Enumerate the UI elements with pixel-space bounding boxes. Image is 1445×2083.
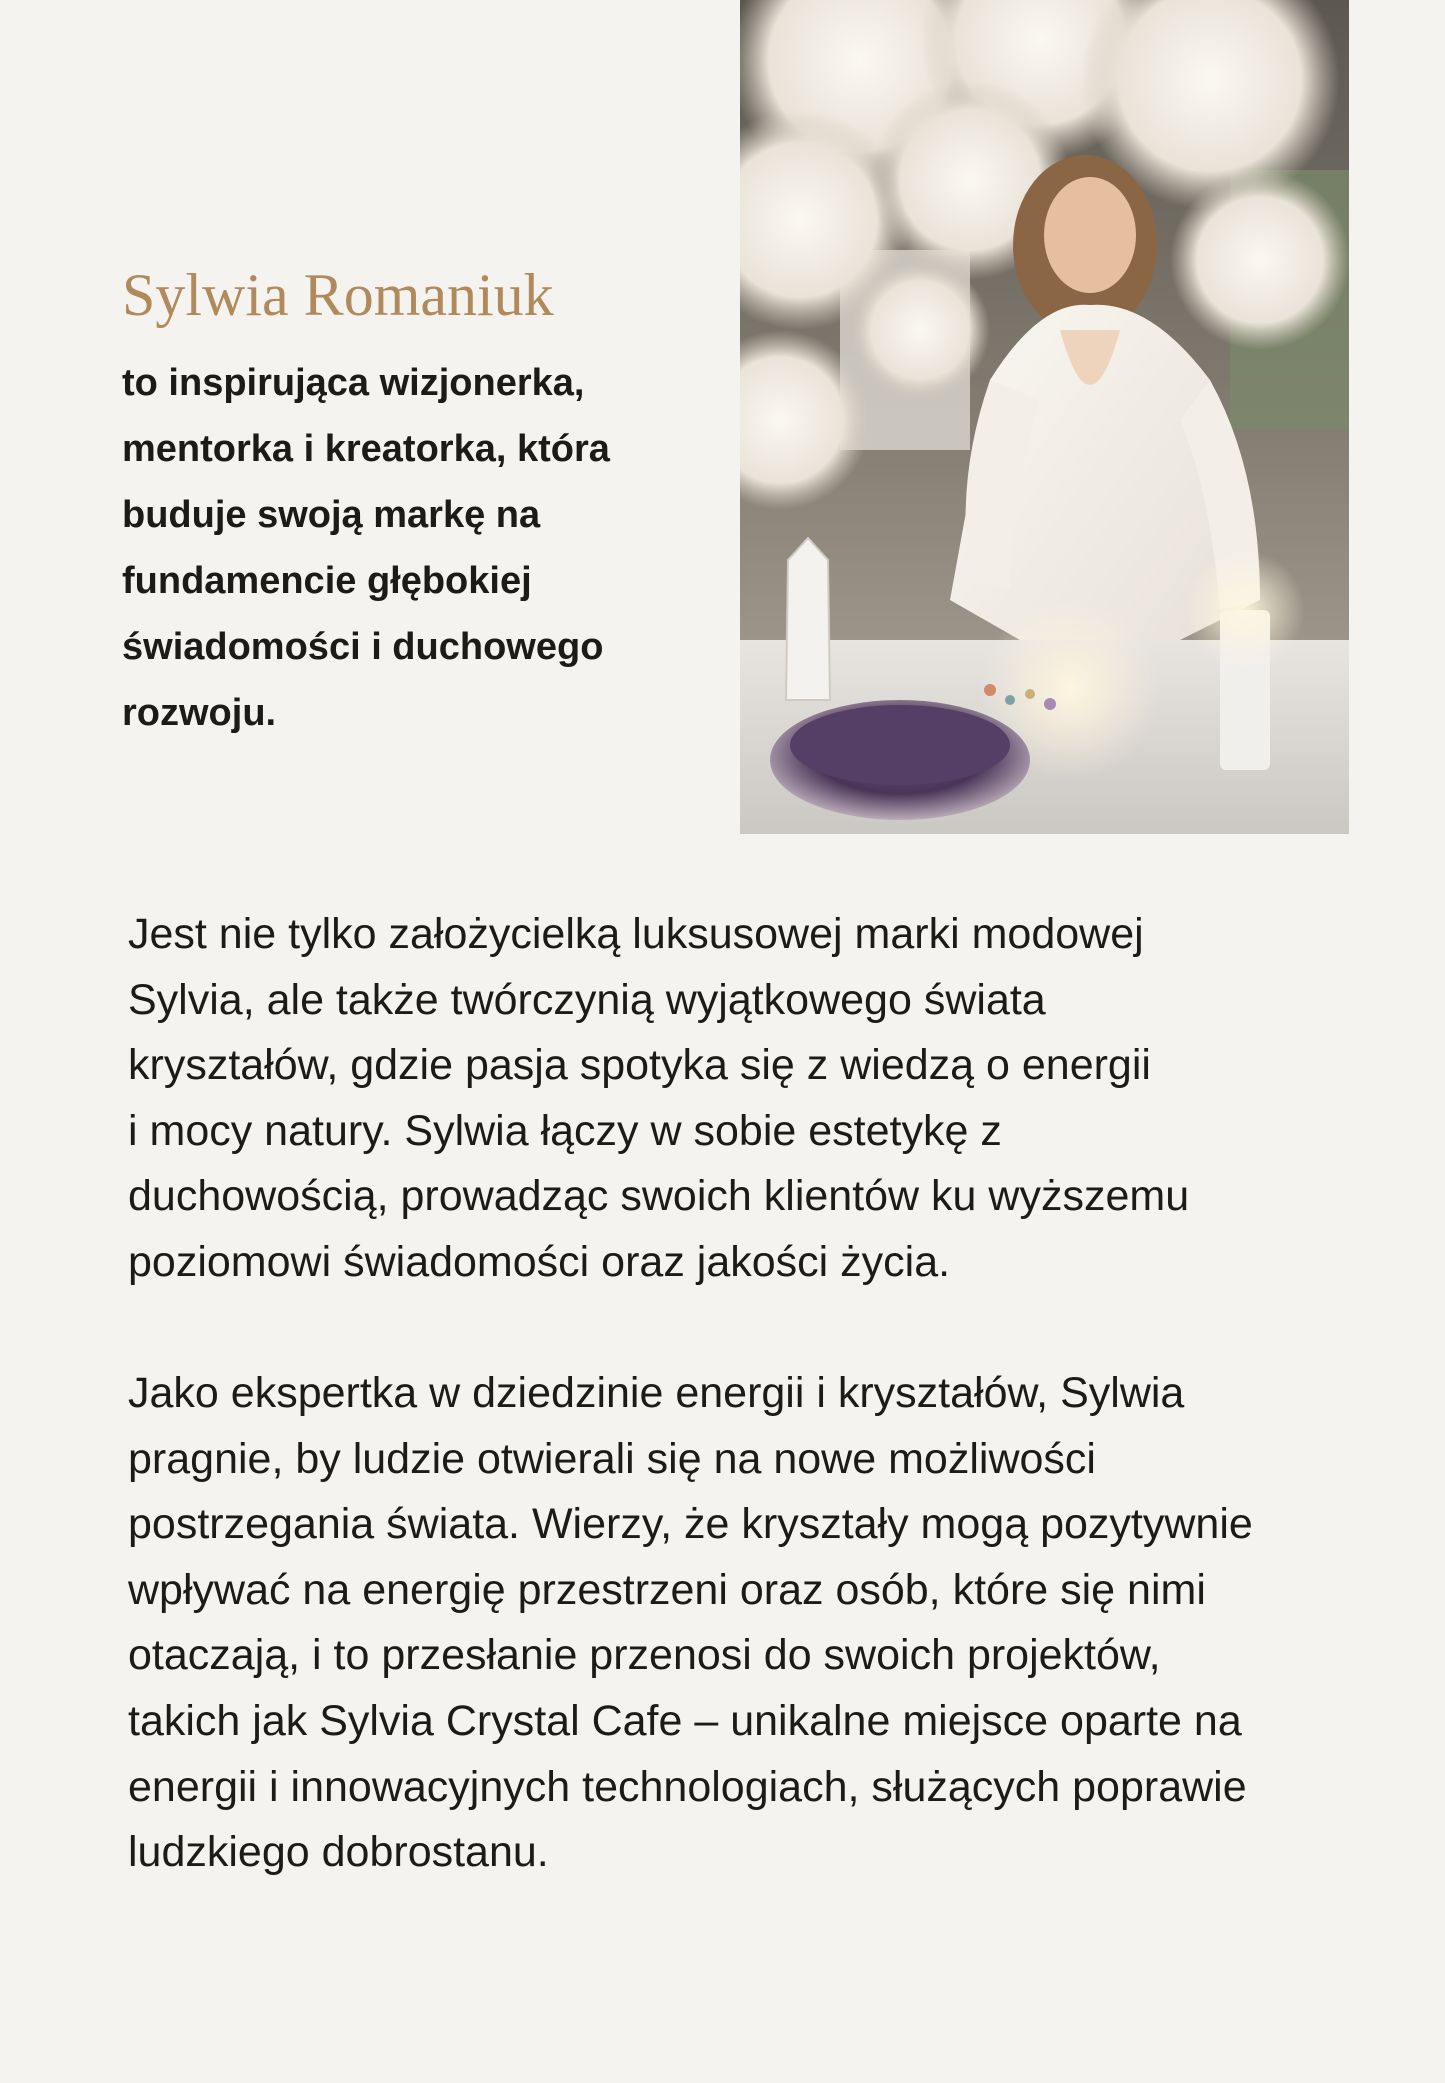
paragraph-line: postrzegania świata. Wierzy, że kryształy mogą pozytywnie (128, 1500, 1253, 1549)
profile-lead (122, 350, 682, 746)
lead-line: to inspirująca wizjonerka, (122, 362, 585, 404)
paragraph-line: otaczają, i to przesłanie przenosi do swoich projektów, (128, 1631, 1161, 1680)
paragraph-line: duchowością, prowadząc swoich klientów ku wyższemu (128, 1172, 1190, 1221)
lead-line: świadomości i duchowego (122, 626, 604, 668)
paragraph-line: wpływać na energię przestrzeni oraz osób, które się nimi (128, 1565, 1206, 1614)
paragraph-line: poziomowi świadomości oraz jakości życia. (128, 1237, 951, 1286)
paragraph-line: Jest nie tylko założycielką luksusowej marki modowej (128, 910, 1144, 958)
paragraph-line: energii i innowacyjnych technologiach, służących poprawie (128, 1762, 1247, 1811)
paragraph-line: kryształów, gdzie pasja spotyka się z wiedzą o energii (128, 1041, 1151, 1090)
expertise-paragraph (128, 1361, 1378, 1886)
portrait-photo-illustration (740, 0, 1349, 834)
lead-line: mentorka i kreatorka, która (122, 428, 610, 470)
paragraph-line: Jako ekspertka w dziedzinie energii i kryształów, Sylwia (128, 1369, 1185, 1417)
paragraph-line: ludzkiego dobrostanu. (128, 1828, 549, 1877)
paragraph-line: Sylvia, ale także twórczynią wyjątkowego świata (128, 975, 1046, 1024)
portrait-photo (740, 0, 1349, 834)
paragraph-line: takich jak Sylvia Crystal Cafe – unikalne miejsce oparte na (128, 1696, 1242, 1745)
intro-paragraph (128, 902, 1378, 1296)
paragraph-line: pragnie, by ludzie otwierali się na nowe możliwości (128, 1434, 1096, 1483)
lead-line: buduje swoją markę na (122, 494, 541, 536)
lead-line: fundamencie głębokiej (122, 560, 532, 602)
paragraph-line: i mocy natury. Sylwia łączy w sobie estetykę z (128, 1106, 1002, 1155)
profile-name: Sylwia Romaniuk (122, 262, 554, 328)
lead-line: rozwoju. (122, 692, 277, 734)
